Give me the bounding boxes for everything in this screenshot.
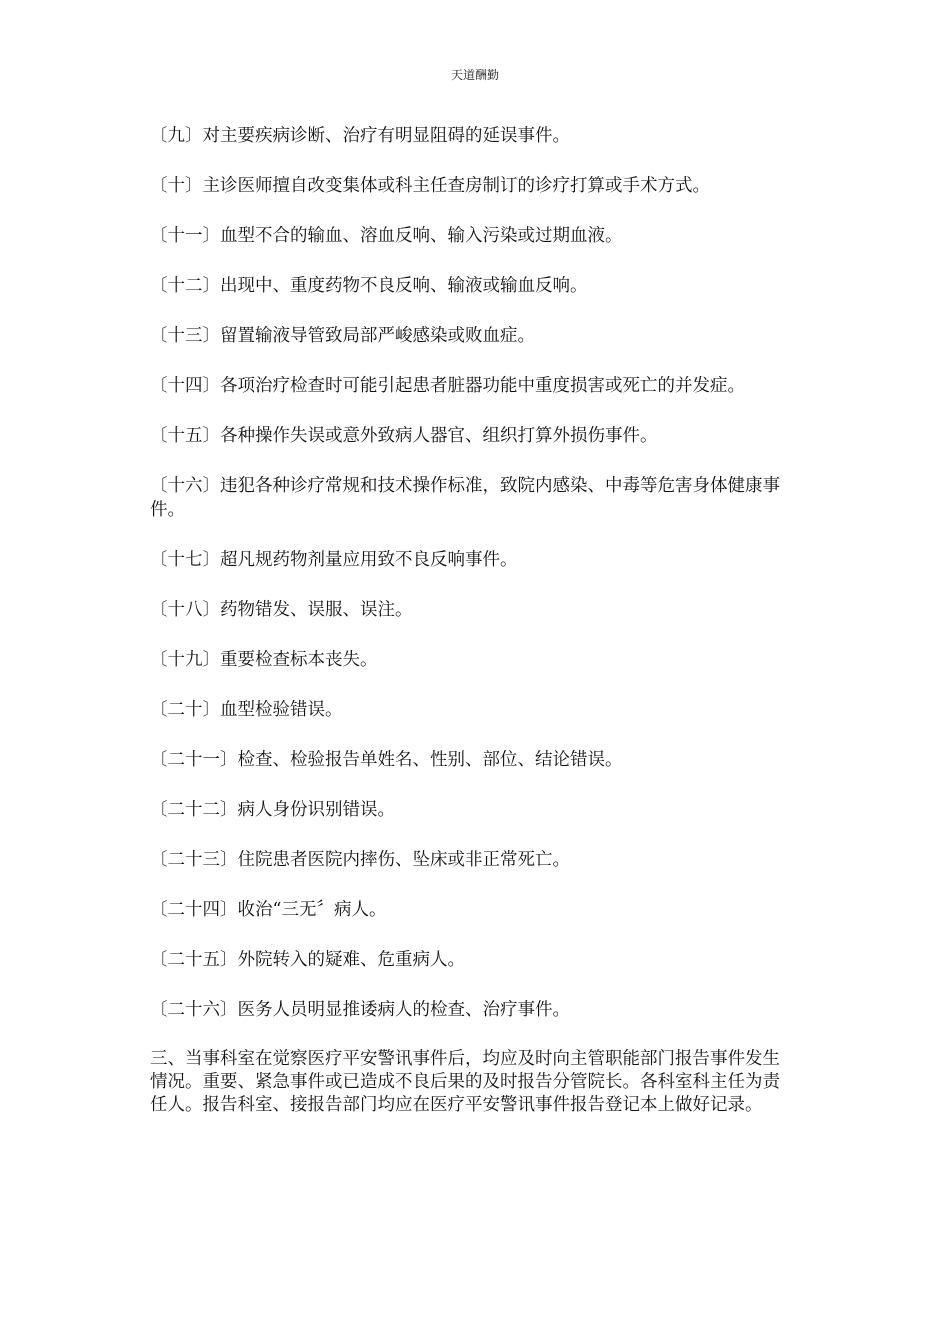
list-item: 〔十一〕血型不合的输血、溶血反响、输入污染或过期血液。 (150, 226, 623, 246)
list-item: 〔十二〕出现中、重度药物不良反响、输液或输血反响。 (150, 276, 588, 296)
page-header: 天道酬勤 (450, 68, 499, 82)
list-item: 〔二十二〕病人身份识别错误。 (150, 800, 395, 820)
list-item: 〔十三〕留置输液导管致局部严峻感染或败血症。 (150, 326, 535, 346)
list-item: 〔二十六〕医务人员明显推诿病人的检查、治疗事件。 (150, 1000, 570, 1020)
document-body (150, 124, 790, 1117)
list-item: 〔二十五〕外院转入的疑难、危重病人。 (150, 950, 465, 970)
list-item: 〔十八〕药物错发、误服、误注。 (150, 600, 413, 620)
list-item: 〔十四〕各项治疗检查时可能引起患者脏器功能中重度损害或死亡的并发症。 (150, 376, 745, 396)
list-item: 〔九〕对主要疾病诊断、治疗有明显阻碍的延误事件。 (150, 126, 570, 146)
list-item: 〔十六〕违犯各种诊疗常规和技术操作标准，致院内感染、中毒等危害身体健康事件。 (150, 476, 780, 520)
list-item: 〔十五〕各种操作失误或意外致病人器官、组织打算外损伤事件。 (150, 426, 658, 446)
list-item: 〔二十〕血型检验错误。 (150, 700, 343, 720)
closing-paragraph: 三、当事科室在觉察医疗平安警讯事件后，均应及时向主管职能部门报告事件发生情况。重要、紧急事件或已造成不良后果的及时报告分管院长。各科室科主任为责任人。报告科室、接报告部门均应在医疗平安警讯事件报告登记本上做好记录。 (150, 1049, 780, 1115)
list-item: 〔十〕主诊医师擅自改变集体或科主任查房制订的诊疗打算或手术方式。 (150, 176, 710, 196)
list-item: 〔二十一〕检查、检验报告单姓名、性别、部位、结论错误。 (150, 750, 623, 770)
list-item: 〔二十四〕收治“三无〞病人。 (150, 900, 387, 920)
list-item: 〔十九〕重要检查标本丧失。 (150, 650, 378, 670)
list-item: 〔二十三〕住院患者医院内摔伤、坠床或非正常死亡。 (150, 850, 570, 870)
list-item: 〔十七〕超凡规药物剂量应用致不良反响事件。 (150, 550, 518, 570)
